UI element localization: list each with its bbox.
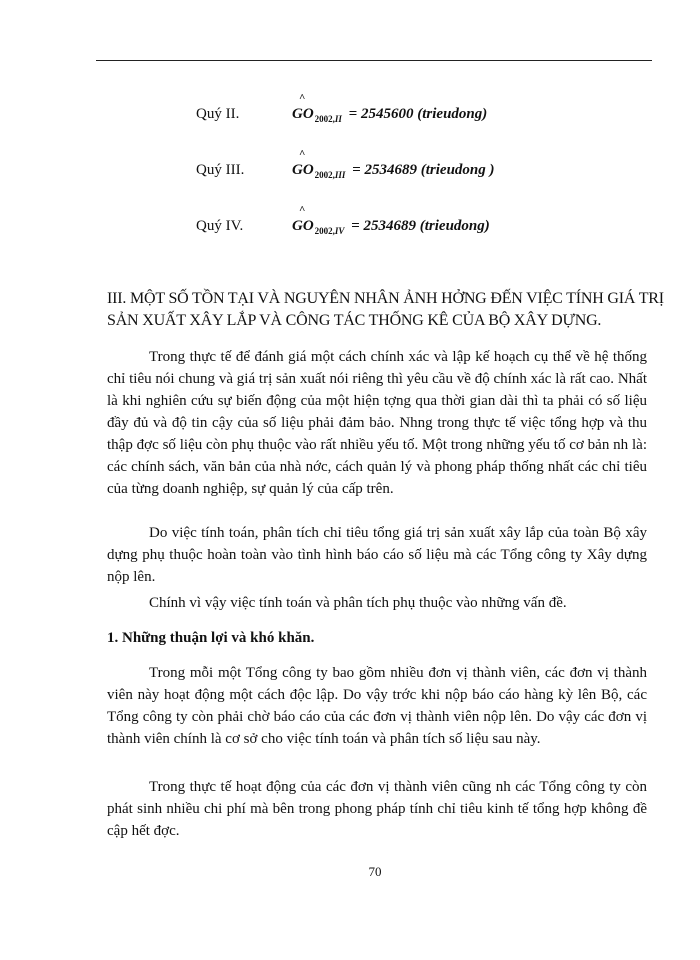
paragraph-3: Chính vì vậy việc tính toán và phân tích phụ thuộc vào những vấn đề.: [149, 595, 567, 611]
formula-value: 2545600: [361, 106, 414, 122]
paragraph-1: Trong thực tế để đánh giá một cách chính xác và lập kế hoạch cụ thể về hệ thống chỉ tiêu nói chung và giá trị sản xuất nói riêng thì yêu cầu về độ chính xác là rất cao. Nhất là khi nghiên cứu sự biến động của một hiện tợng qua thời gian dài thì ta phải có số liệu đầy đủ và độ tin cậy của số liệu phải đảm bảo. Nhng trong thực tế việc tổng hợp và thu thập đợc số liệu còn phụ thuộc vào rất nhiều yếu tố. Một trong những yếu tố cơ bản nh là: các chính sách, văn bản của nhà nớc, cách quản lý và phong pháp thống nhất các chỉ tiêu của từng doanh nghiệp, sự quản lý của cấp trên.: [107, 349, 647, 497]
formula-unit: (trieudong ): [420, 162, 495, 178]
paragraph-2: Do việc tính toán, phân tích chỉ tiêu tổng giá trị sản xuất xây lắp của toàn Bộ xây dựng phụ thuộc hoàn toàn vào tình hình báo cáo số liệu mà các Tổng công ty Xây dựng nộp lên.: [107, 525, 647, 585]
go-symbol: ^ GO: [292, 148, 314, 178]
subscript: 2002,II: [314, 114, 342, 124]
formula: [292, 94, 487, 123]
formula: [292, 150, 495, 179]
equals-sign: =: [352, 162, 361, 178]
quarter-label: Quý III.: [196, 162, 245, 178]
formula-unit: (trieudong): [417, 106, 488, 122]
go-symbol: ^ GO: [292, 204, 314, 234]
hat-mark: ^: [299, 148, 306, 160]
equals-sign: =: [348, 106, 358, 122]
hat-mark: ^: [299, 204, 306, 216]
subscript: 2002,IV: [314, 226, 345, 236]
page-number: 70: [368, 864, 382, 879]
formula-value: 2534689: [364, 162, 417, 178]
formula-value: 2534689: [363, 218, 416, 234]
header-rule: [96, 60, 652, 61]
formula-unit: (trieudong): [419, 218, 490, 234]
subsection-heading: 1. Những thuận lợi và khó khăn.: [107, 630, 315, 646]
hat-mark: ^: [299, 92, 306, 104]
paragraph-4: Trong mỗi một Tổng công ty bao gồm nhiều đơn vị thành viên, các đơn vị thành viên này hoạt động một cách độc lập. Do vậy trớc khi nộp báo cáo hàng kỳ lên Bộ, các Tổng công ty còn phải chờ báo cáo của các đơn vị thành viên nộp lên. Do vậy các đơn vị thành viên chính là cơ sở cho việc tính toán và phân tích số liệu sau này.: [107, 665, 647, 747]
equals-sign: =: [351, 218, 360, 234]
section-heading: III. MỘT SỐ TỒN TẠI VÀ NGUYÊN NHÂN ẢNH HỞNG ĐẾN VIỆC TÍNH GIÁ TRỊ SẢN XUẤT XÂY LẮP VÀ CÔNG TÁC THỐNG KÊ CỦA BỘ XÂY DỰNG.: [107, 290, 664, 329]
paragraph-5: Trong thực tế hoạt động của các đơn vị thành viên cũng nh các Tổng công ty còn phát sinh nhiều chi phí mà bên trong phong pháp tính chỉ tiêu kinh tế tổng hợp không đề cập hết đợc.: [107, 779, 647, 839]
quarter-label: Quý II.: [196, 106, 240, 122]
quarter-label: Quý IV.: [196, 218, 244, 234]
formula: [292, 206, 490, 235]
subscript: 2002,III: [314, 170, 346, 180]
go-symbol: ^ GO: [292, 92, 314, 122]
